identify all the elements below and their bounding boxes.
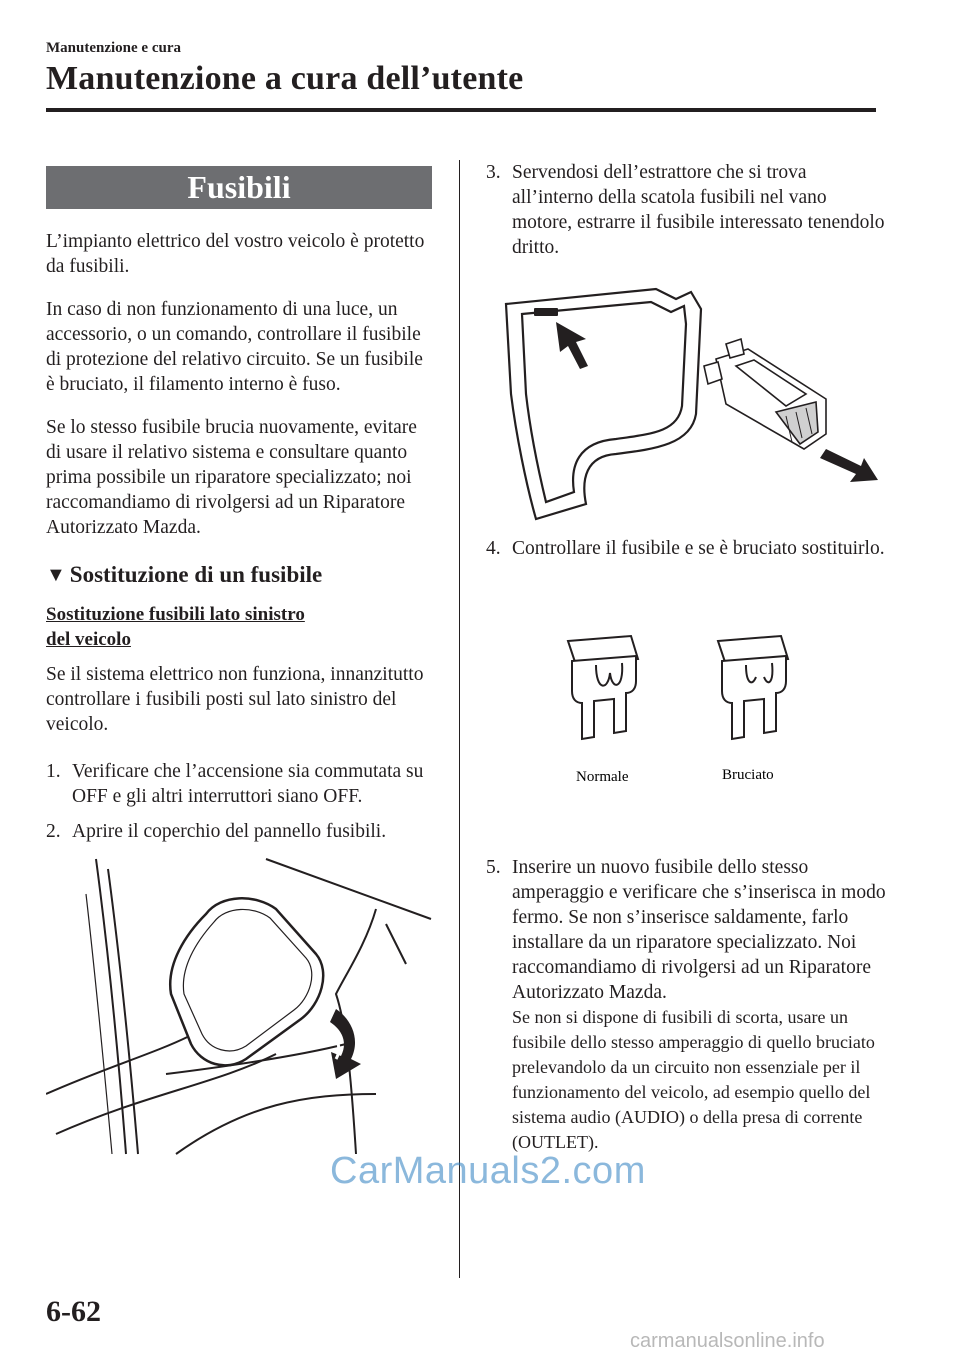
title-rule — [46, 108, 876, 112]
subsubheading-line-2: del veicolo — [46, 629, 131, 650]
step-number: 2. — [46, 821, 61, 842]
step-text: Servendosi dell’estrattore che si trova all’interno della scatola fusibili nel vano motore, estrarre il fusibile interessato tenendolo dritto. — [512, 162, 885, 258]
fuse-check-paragraph: Se il sistema elettrico non funziona, innanzitutto controllare i fusibili posti sul lato sinistro del veicolo. — [46, 664, 424, 735]
burnt-fuse — [718, 636, 788, 739]
fuse-cover — [170, 898, 323, 1065]
step-1 — [46, 759, 432, 809]
left-column — [46, 166, 432, 1164]
subsubheading — [46, 602, 432, 652]
intro-paragraph-1: L’impianto elettrico del vostro veicolo è protetto da fusibili. — [46, 231, 425, 277]
subsubheading-line-1: Sostituzione fusibili lato sinistro — [46, 604, 305, 625]
right-column — [486, 160, 886, 1165]
column-divider — [459, 160, 460, 1278]
step-number: 1. — [46, 761, 61, 782]
step-4 — [486, 536, 886, 561]
fuse-puller — [704, 339, 826, 449]
pull-arrow-icon — [820, 449, 878, 482]
fuse-puller-illustration — [486, 284, 886, 524]
normal-fuse-label: Normale — [576, 769, 629, 785]
section-label: Manutenzione e cura — [46, 40, 181, 56]
subheading-text: Sostituzione di un fusibile — [69, 562, 323, 587]
subheading — [46, 562, 432, 588]
step-2 — [46, 819, 432, 844]
fuse-comparison-illustration — [486, 621, 886, 801]
step-5-body — [512, 855, 886, 1155]
step-note: Se non si dispone di fusibili di scorta, usare un fusibile dello stesso amperaggio di quello bruciato prelevandolo da un circuito non essenziale per il funzionamento del veicolo, ad esempio quello del sistema audio (AUDIO) o della presa di corrente (OUTLET). — [512, 1007, 875, 1152]
step-text: Aprire il coperchio del pannello fusibili. — [72, 821, 387, 842]
intro-paragraph-2: In caso di non funzionamento di una luce, un accessorio, o un comando, controllare il fusibile di protezione del relativo circuito. Se un fusibile è bruciato, il filamento interno è fuso. — [46, 299, 423, 395]
step-text: Inserire un nuovo fusibile dello stesso amperaggio e verificare che s’inserisca in modo fermo. Se non s’inserisce saldamente, farlo installare da un riparatore specializzato. Noi raccomandiamo di rivolgersi ad un Riparatore Autorizzato Mazda. — [512, 857, 886, 1003]
step-number: 5. — [486, 857, 501, 878]
normal-fuse — [568, 636, 638, 739]
step-3 — [486, 160, 886, 260]
fuse-slot — [534, 308, 558, 316]
step-number: 4. — [486, 538, 501, 559]
watermark-logo: CarManuals2.com — [330, 1150, 646, 1192]
fuse-box — [506, 289, 701, 519]
page-number: 6-62 — [46, 1295, 101, 1328]
section-banner: Fusibili — [46, 166, 432, 209]
page-title: Manutenzione a cura dell’utente — [46, 60, 524, 97]
intro-paragraph-3: Se lo stesso fusibile brucia nuovamente, evitare di usare il relativo sistema e consultare quanto prima possibile un riparatore specializzato; noi raccomandiamo di rivolgersi ad un Riparatore Autorizzato Mazda. — [46, 417, 417, 538]
step-5 — [486, 855, 886, 1155]
fuse-panel-cover-illustration — [46, 854, 432, 1164]
step-text: Verificare che l’accensione sia commutata su OFF e gli altri interruttori siano OFF. — [72, 761, 424, 807]
pointer-arrow-icon — [556, 322, 588, 369]
down-triangle-icon: ▼ — [46, 563, 66, 586]
site-watermark: carmanualsonline.info — [630, 1330, 825, 1352]
burnt-fuse-label: Bruciato — [722, 767, 774, 783]
step-text: Controllare il fusibile e se è bruciato sostituirlo. — [512, 538, 885, 559]
step-number: 3. — [486, 162, 501, 183]
